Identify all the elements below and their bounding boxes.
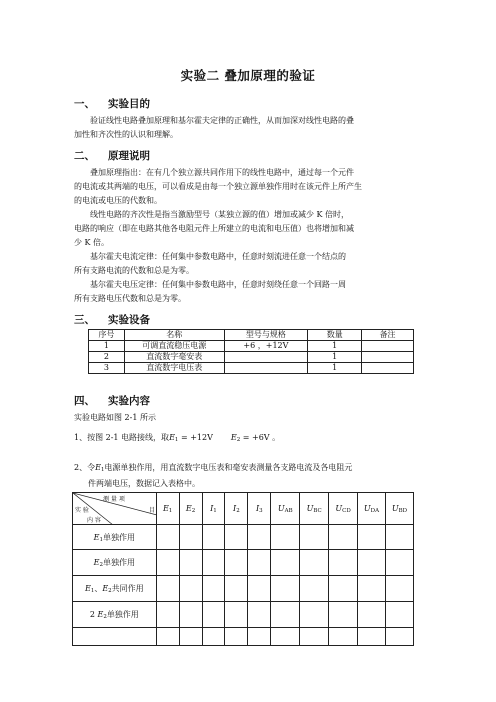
equipment-header-cell: 备注	[362, 330, 414, 341]
content-intro: 实验电路如图 2-1 所示	[74, 413, 156, 422]
data-cell[interactable]	[385, 525, 413, 550]
section-heading-principle	[74, 148, 150, 163]
equipment-row	[89, 363, 414, 374]
corner-content-label-end: 内 容	[87, 517, 101, 524]
column-header	[202, 493, 225, 525]
data-cell[interactable]	[73, 628, 157, 646]
content-step-1	[74, 432, 280, 443]
principle-p2-line-3: 少 K 倍。	[74, 238, 110, 247]
row-label	[73, 550, 157, 576]
data-cell[interactable]	[248, 602, 271, 628]
e2-symbol: E	[230, 433, 237, 442]
data-cell[interactable]	[179, 628, 202, 646]
section-number: 二、	[74, 150, 95, 162]
equipment-cell: +6 ，+12V	[224, 341, 308, 352]
column-header	[179, 493, 202, 525]
purpose-line-2: 加性和齐次性的认识和理解。	[74, 130, 178, 139]
data-cell[interactable]	[156, 576, 179, 602]
section-heading-purpose	[74, 96, 150, 111]
corner-content-label: 实 验	[75, 507, 89, 514]
column-subscript: 1	[168, 507, 173, 514]
row-label-symbol: E	[93, 558, 100, 567]
section-label: 实验内容	[108, 395, 150, 407]
data-cell[interactable]	[329, 525, 358, 550]
equipment-cell	[362, 363, 414, 374]
data-cell[interactable]	[248, 550, 271, 576]
data-cell[interactable]	[248, 525, 271, 550]
table-row	[73, 602, 414, 628]
column-header	[225, 493, 248, 525]
equipment-cell: 直流数字电压表	[124, 363, 224, 374]
e1-symbol: E	[169, 433, 175, 442]
section-number: 三、	[74, 314, 95, 326]
column-symbol: U	[363, 503, 371, 513]
column-header	[358, 493, 386, 525]
data-cell[interactable]	[271, 550, 300, 576]
row-label-text: 单独作用	[106, 610, 139, 619]
data-cell[interactable]	[202, 525, 225, 550]
data-cell[interactable]	[385, 576, 413, 602]
data-cell[interactable]	[385, 550, 413, 576]
column-header	[271, 493, 300, 525]
row-label-subscript: 2	[99, 562, 103, 568]
equipment-cell	[362, 341, 414, 352]
data-cell[interactable]	[329, 628, 358, 646]
column-subscript: DA	[370, 507, 380, 514]
step-1-end: 。	[269, 433, 281, 442]
column-subscript: AB	[284, 507, 293, 514]
data-cell[interactable]	[156, 628, 179, 646]
section-heading-equipment	[74, 312, 150, 327]
column-symbol: E	[185, 503, 192, 513]
column-header	[248, 493, 271, 525]
equipment-header-row	[89, 330, 414, 341]
data-cell[interactable]	[358, 628, 386, 646]
column-subscript: BD	[398, 507, 408, 514]
column-symbol: U	[306, 503, 314, 513]
equipment-row	[89, 352, 414, 363]
data-cell[interactable]	[225, 525, 248, 550]
data-cell[interactable]	[300, 550, 329, 576]
data-cell[interactable]	[329, 550, 358, 576]
table-row	[73, 525, 414, 550]
data-cell[interactable]	[156, 525, 179, 550]
column-symbol: I	[210, 503, 214, 513]
section-label: 实验设备	[108, 314, 150, 326]
data-cell[interactable]	[248, 628, 271, 646]
page-title: 实验二 叠加原理的验证	[180, 68, 316, 83]
column-header	[156, 493, 179, 525]
data-cell[interactable]	[225, 576, 248, 602]
row-label-subscript: 2	[103, 614, 107, 620]
row-label-symbol: E	[84, 584, 91, 593]
data-cell[interactable]	[179, 525, 202, 550]
equipment-row	[89, 341, 414, 352]
equipment-cell: 2	[89, 352, 125, 363]
equipment-cell: 1	[308, 352, 362, 363]
data-cell[interactable]	[156, 550, 179, 576]
column-header	[329, 493, 358, 525]
principle-p3-line-1: 基尔霍夫电流定律：任何集中参数电路中，任意时刻流进任意一个结点的	[90, 252, 346, 261]
data-cell[interactable]	[271, 525, 300, 550]
principle-p1-line-2: 的电流或其两端的电压，可以看成是由每一个独立源单独作用时在该元件上所产生	[74, 182, 362, 191]
column-symbol: U	[277, 503, 285, 513]
row-label-subscript: 2	[108, 588, 112, 594]
data-cell[interactable]	[271, 602, 300, 628]
principle-p2-line-1: 线性电路的齐次性是指当激励型号（某独立源的值）增加或减少 K 倍时，	[90, 210, 350, 219]
data-cell[interactable]	[358, 602, 386, 628]
column-subscript: 1	[213, 507, 217, 514]
column-subscript: BC	[313, 507, 322, 514]
data-cell[interactable]	[179, 550, 202, 576]
data-cell[interactable]	[271, 628, 300, 646]
table-row	[73, 550, 414, 576]
data-cell[interactable]	[202, 628, 225, 646]
purpose-line-1: 验证线性电路叠加原理和基尔霍夫定律的正确性，从而加深对线性电路的叠	[90, 116, 354, 125]
equipment-cell: 可调直流稳压电源	[124, 341, 224, 352]
step-2-text-a: 2、令	[74, 463, 96, 472]
measurement-table	[72, 492, 414, 646]
column-subscript: 2	[191, 507, 196, 514]
data-cell[interactable]	[385, 628, 413, 646]
principle-p1-line-3: 的电流或电压的代数和。	[74, 196, 162, 205]
row-label-text: 单独作用	[103, 532, 135, 542]
content-step-2-line-1	[74, 462, 352, 473]
section-heading-content	[74, 393, 150, 408]
data-cell[interactable]	[300, 602, 329, 628]
column-symbol: I	[255, 503, 260, 513]
data-cell[interactable]	[358, 576, 386, 602]
data-cell[interactable]	[300, 628, 329, 646]
data-cell[interactable]	[225, 628, 248, 646]
corner-header-cell	[73, 493, 157, 525]
equipment-cell: 1	[89, 341, 125, 352]
row-label	[73, 525, 157, 550]
data-cell[interactable]	[202, 602, 225, 628]
row-label-symbol: E	[102, 584, 109, 593]
principle-p3-line-2: 所有支路电流的代数和总是为零。	[74, 266, 194, 275]
column-symbol: I	[233, 503, 237, 513]
equipment-cell	[224, 352, 308, 363]
row-label-subscript: 1	[90, 588, 95, 594]
equipment-table	[88, 329, 414, 374]
data-cell[interactable]	[202, 576, 225, 602]
equipment-cell: 1	[308, 363, 362, 374]
table-row	[73, 576, 414, 602]
section-number: 一、	[74, 98, 95, 110]
data-cell[interactable]	[225, 602, 248, 628]
data-cell[interactable]	[300, 576, 329, 602]
principle-p4-line-2: 所有支路电压代数和总是为零。	[74, 294, 186, 303]
section-number: 四、	[74, 395, 95, 407]
row-label-separator: 、	[94, 584, 103, 593]
step-1-text: 1、按图 2-1 电路接线，取	[74, 433, 170, 442]
e1-value: = +12V	[178, 433, 213, 442]
data-cell[interactable]	[179, 576, 202, 602]
principle-p2-line-2: 电路的响应（即在电路其他各电阻元件上所建立的电流和电压值）也将增加和减	[74, 224, 354, 233]
e2-value: = +6V	[240, 433, 270, 442]
e1-subscript: 1	[174, 437, 179, 443]
row-label-text: 共同作用	[111, 584, 144, 593]
section-label: 实验目的	[108, 98, 150, 110]
data-cell[interactable]	[329, 576, 358, 602]
section-label: 原理说明	[108, 150, 150, 162]
corner-measure-label: 测 量 项	[103, 496, 125, 503]
e2-subscript: 2	[236, 437, 241, 443]
data-cell[interactable]	[300, 525, 329, 550]
equipment-header-cell: 型号与规格	[224, 330, 308, 341]
equipment-cell	[362, 352, 414, 363]
e1-symbol: E	[95, 463, 101, 472]
measurement-header-row	[73, 493, 414, 525]
equipment-cell	[224, 363, 308, 374]
equipment-header-cell: 数量	[308, 330, 362, 341]
column-subscript: 3	[259, 507, 263, 514]
column-subscript: 2	[236, 507, 240, 514]
equipment-header-cell: 序号	[89, 330, 125, 341]
step-2-text-b: 电源单独作用，用直流数字电压表和毫安表测量各支路电流及各电阻元	[104, 463, 353, 472]
e1-subscript: 1	[100, 467, 105, 473]
row-label-symbol: E	[93, 532, 100, 542]
data-cell[interactable]	[202, 550, 225, 576]
column-subscript: CD	[342, 507, 351, 514]
data-cell[interactable]	[358, 525, 386, 550]
column-symbol: U	[335, 503, 343, 513]
equipment-cell: 1	[308, 341, 362, 352]
row-label	[73, 576, 157, 602]
data-cell[interactable]	[329, 602, 358, 628]
principle-p4-line-1: 基尔霍夫电压定律：任何集中参数电路中，任意时刻绕任意一个回路一周	[90, 280, 346, 289]
data-cell[interactable]	[358, 550, 386, 576]
data-cell[interactable]	[225, 550, 248, 576]
column-header	[385, 493, 413, 525]
row-label	[73, 602, 157, 628]
equipment-header-cell: 名称	[124, 330, 224, 341]
equipment-cell: 3	[89, 363, 125, 374]
data-cell[interactable]	[385, 602, 413, 628]
data-cell[interactable]	[271, 576, 300, 602]
content-step-2-line-2: 件两端电压，数据记入表格中。	[88, 479, 200, 488]
column-symbol: U	[391, 503, 399, 513]
data-cell[interactable]	[248, 576, 271, 602]
row-label-text: 单独作用	[103, 558, 135, 567]
table-row	[73, 628, 414, 646]
principle-p1-line-1: 叠加原理指出：在有几个独立源共同作用下的线性电路中，通过每一个元件	[90, 168, 354, 177]
column-header	[300, 493, 329, 525]
row-label-symbol: E	[97, 610, 104, 619]
row-label-subscript: 1	[99, 536, 103, 543]
equipment-cell: 直流数字毫安表	[124, 352, 224, 363]
row-label-prefix: 2	[89, 610, 98, 619]
data-cell[interactable]	[179, 602, 202, 628]
corner-measure-label-end: 目	[149, 507, 156, 514]
column-symbol: E	[162, 503, 169, 513]
data-cell[interactable]	[156, 602, 179, 628]
